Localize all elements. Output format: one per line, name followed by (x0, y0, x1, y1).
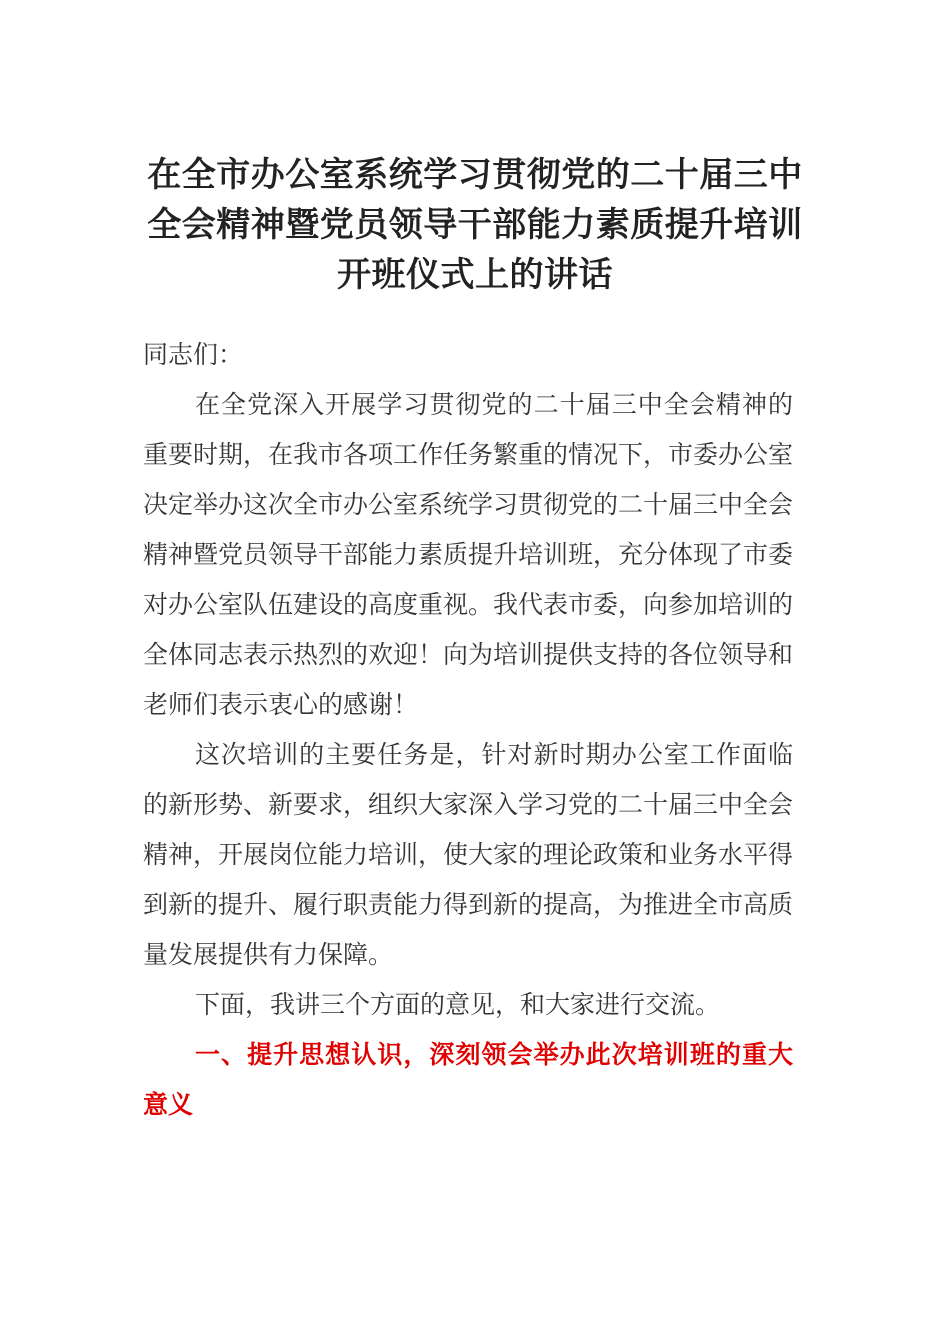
paragraph-1: 在全党深入开展学习贯彻党的二十届三中全会精神的重要时期，在我市各项工作任务繁重的情况下，市委办公室决定举办这次全市办公室系统学习贯彻党的二十届三中全会精神暨党员领导干部能力素质提升培训班，充分体现了市委对办公室队伍建设的高度重视。我代表市委，向参加培训的全体同志表示热烈的欢迎！向为培训提供支持的各位领导和老师们表示衷心的感谢！ (143, 390, 794, 719)
document-body (143, 330, 793, 1130)
paragraph-2: 这次培训的主要任务是，针对新时期办公室工作面临的新形势、新要求，组织大家深入学习党的二十届三中全会精神，开展岗位能力培训，使大家的理论政策和业务水平得到新的提升、履行职责能力得到新的提高，为推进全市高质量发展提供有力保障。 (143, 740, 794, 969)
paragraph-3: 下面，我讲三个方面的意见，和大家进行交流。 (195, 990, 721, 1019)
salutation: 同志们： (143, 340, 244, 369)
section-heading-1: 一、提升思想认识，深刻领会举办此次培训班的重大意义 (143, 1040, 793, 1119)
document-title: 在全市办公室系统学习贯彻党的二十届三中全会精神暨党员领导干部能力素质提升培训开班仪式上的讲话 (147, 155, 803, 295)
